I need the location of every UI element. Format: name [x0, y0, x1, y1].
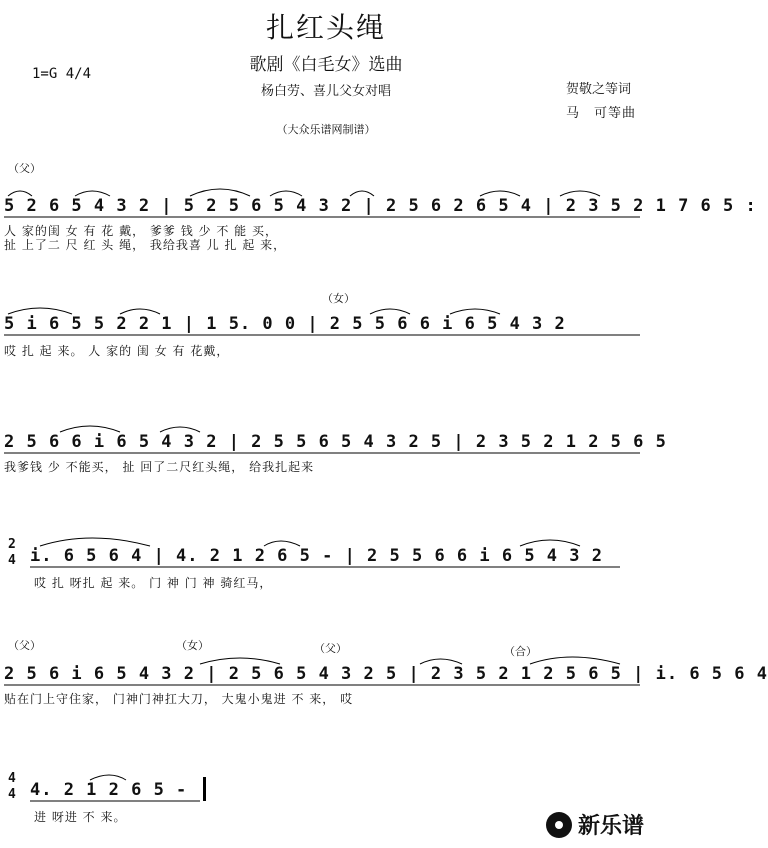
notation-row-1: 5 2 6 5 4 3 2 | 5 2 5 6 5 4 3 2 | 2 5 6 2 6 5 4 | 2 3 5 2 1 7 6 5 : — [4, 196, 757, 216]
time-sig-2-4-num: 2 — [8, 537, 17, 552]
lyrics-row-3: 我爹钱 少 不能买， 扯 回了二尺红头绳， 给我扎起来 — [4, 460, 315, 474]
lyrics-row-2: 哎 扎 起 来。 人 家的 闺 女 有 花戴， — [4, 344, 230, 358]
vinyl-disc-icon — [546, 812, 572, 838]
logo-text: 新乐谱 — [577, 814, 644, 839]
lyrics-row-1-verse-2: 扯 上了二 尺 红 头 绳， 我给我喜 儿 扎 起 来， — [4, 238, 287, 252]
lyrics-row-6: 进 呀进 不 来。 — [34, 810, 127, 824]
maker-note: （大众乐谱网制谱） — [276, 123, 376, 136]
time-sig-4-4-num: 4 — [8, 771, 17, 786]
lyrics-row-5: 贴在门上守住家， 门神门神扛大刀， 大鬼小鬼进 不 来， 哎 — [4, 692, 354, 706]
site-logo — [546, 809, 644, 840]
key-signature: 1=G 4/4 — [32, 66, 92, 82]
role-label-father-2: （父） — [8, 639, 41, 652]
time-sig-4-4-den: 4 — [8, 787, 17, 802]
time-sig-2-4-den: 4 — [8, 553, 17, 568]
notation-row-5: 2 5 6 i 6 5 4 3 2 | 2 5 6 5 4 3 2 5 | 2 3 5 2 1 2 5 6 5 | i. 6 5 6 4 — [4, 664, 768, 684]
role-label-daughter-2: （女） — [176, 639, 209, 652]
notation-row-3: 2 5 6 6 i 6 5 4 3 2 | 2 5 5 6 5 4 3 2 5 | 2 3 5 2 1 2 5 6 5 — [4, 432, 667, 452]
notation-row-2: 5 i 6 5 5 2 2 1 | 1 5. 0 0 | 2 5 5 6 6 i 6 5 4 3 2 — [4, 314, 566, 334]
lyrics-row-4: 哎 扎 呀扎 起 来。 门 神 门 神 骑红马， — [34, 576, 273, 590]
role-label-daughter: （女） — [322, 292, 355, 305]
lyricist-credit: 贺敬之等词 — [566, 82, 632, 97]
page-title: 扎红头绳 — [265, 11, 386, 44]
role-label-father: （父） — [8, 162, 41, 175]
notation-row-4: i. 6 5 6 4 | 4. 2 1 2 6 5 - | 2 5 5 6 6 i 6 5 4 3 2 — [30, 546, 603, 566]
role-label-together: （合） — [504, 645, 537, 658]
singers-line: 杨白劳、喜儿父女对唱 — [260, 84, 391, 99]
role-label-father-3: （父） — [314, 642, 347, 655]
lyrics-row-1-verse-1: 人 家的闺 女 有 花 戴， 爹爹 钱 少 不 能 买， — [4, 224, 278, 238]
composer-credit: 马 可等曲 — [566, 106, 637, 121]
subtitle: 歌剧《白毛女》选曲 — [249, 55, 403, 75]
notation-row-6: 4. 2 1 2 6 5 - — [30, 780, 188, 800]
